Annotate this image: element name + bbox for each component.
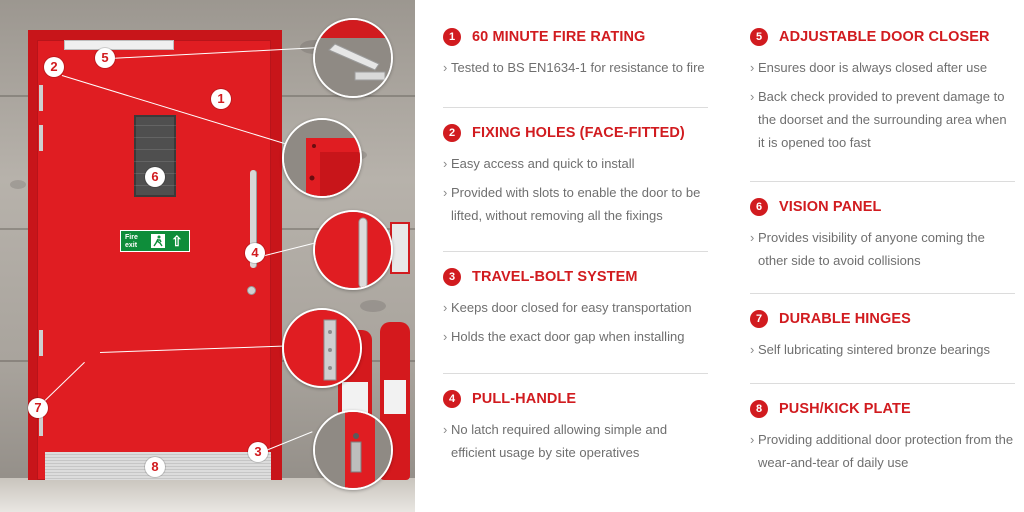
feature-bullet: › Ensures door is always closed after use: [750, 60, 988, 75]
feature-kick-plate: [750, 398, 1015, 488]
feature-number: 2: [443, 124, 461, 142]
feature-title: PULL-HANDLE: [472, 391, 577, 407]
badge-4: 4: [245, 243, 265, 263]
feature-fixing-holes: [443, 122, 708, 252]
feature-title: TRAVEL-BOLT SYSTEM: [472, 269, 638, 285]
feature-title: PUSH/KICK PLATE: [779, 401, 911, 417]
feature-header: [443, 388, 708, 410]
feature-bullet: › No latch required allowing simple and efficient usage by site operatives: [443, 422, 668, 460]
fire-exit-sign-text: Fire exit: [125, 234, 138, 249]
feature-number: 1: [443, 28, 461, 46]
feature-vision-panel: [750, 196, 1015, 294]
badge-5: 5: [95, 48, 115, 68]
hinge: [39, 85, 43, 111]
feature-number: 8: [750, 400, 768, 418]
feature-bullet: › Self lubricating sintered bronze bearings: [750, 342, 990, 357]
feature-header: [443, 266, 708, 288]
feature-pull-handle: [443, 388, 708, 478]
door-leaf: [37, 40, 271, 480]
feature-number: 6: [750, 198, 768, 216]
feature-header: [750, 26, 1015, 48]
feature-title: FIXING HOLES (FACE-FITTED): [472, 125, 685, 141]
feature-title: 60 MINUTE FIRE RATING: [472, 29, 646, 45]
feature-header: [750, 398, 1015, 420]
zoom-travel-bolt: [313, 410, 393, 490]
badge-6: 6: [145, 167, 165, 187]
wall-texture: [360, 300, 386, 312]
zoom-hinges: [282, 308, 362, 388]
arrow-up-icon: ⇧: [171, 233, 183, 249]
feature-header: [443, 26, 708, 48]
feature-number: 5: [750, 28, 768, 46]
door-closer: [64, 40, 174, 50]
hinge: [39, 125, 43, 151]
feature-bullet: › Provided with slots to enable the door to be lifted, without removing all the fixings: [443, 185, 701, 223]
feature-bullet: › Easy access and quick to install: [443, 156, 635, 171]
badge-7: 7: [28, 398, 48, 418]
badge-8: 8: [145, 457, 165, 477]
badge-3: 3: [248, 442, 268, 462]
running-man-icon: [151, 234, 165, 248]
feature-title: DURABLE HINGES: [779, 311, 911, 327]
fire-exit-sign: [120, 230, 190, 252]
feature-header: [750, 196, 1015, 218]
fire-point-sign: [390, 222, 410, 274]
feature-title: VISION PANEL: [779, 199, 882, 215]
feature-hinges: [750, 308, 1015, 384]
zoom-fixing-holes: [282, 118, 362, 198]
feature-number: 3: [443, 268, 461, 286]
feature-bullet: › Keeps door closed for easy transportation: [443, 300, 692, 315]
feature-header: [443, 122, 708, 144]
feature-travel-bolt: [443, 266, 708, 374]
badge-1: 1: [211, 89, 231, 109]
feature-header: [750, 308, 1015, 330]
feature-number: 7: [750, 310, 768, 328]
feature-bullet: › Back check provided to prevent damage to the doorset and the surrounding area when it is opened too fast: [750, 89, 1007, 150]
features-column-left: [443, 26, 708, 492]
zoom-door-closer: [313, 18, 393, 98]
feature-title: ADJUSTABLE DOOR CLOSER: [779, 29, 990, 45]
wall-texture: [10, 180, 26, 189]
feature-bullet: › Tested to BS EN1634-1 for resistance to fire: [443, 60, 705, 75]
fire-door-illustration: [0, 0, 415, 512]
feature-number: 4: [443, 390, 461, 408]
travel-bolt: [247, 286, 256, 295]
zoom-pull-handle: [313, 210, 393, 290]
feature-bullet: › Providing additional door protection from the wear-and-tear of daily use: [750, 432, 1014, 470]
features-column-right: [750, 26, 1015, 502]
feature-door-closer: [750, 26, 1015, 182]
extinguisher-label: [384, 380, 406, 414]
badge-2: 2: [44, 57, 64, 77]
hinge: [39, 330, 43, 356]
feature-bullet: › Holds the exact door gap when installing: [443, 329, 685, 344]
feature-fire-rating: [443, 26, 708, 108]
feature-bullet: › Provides visibility of anyone coming the other side to avoid collisions: [750, 230, 985, 268]
